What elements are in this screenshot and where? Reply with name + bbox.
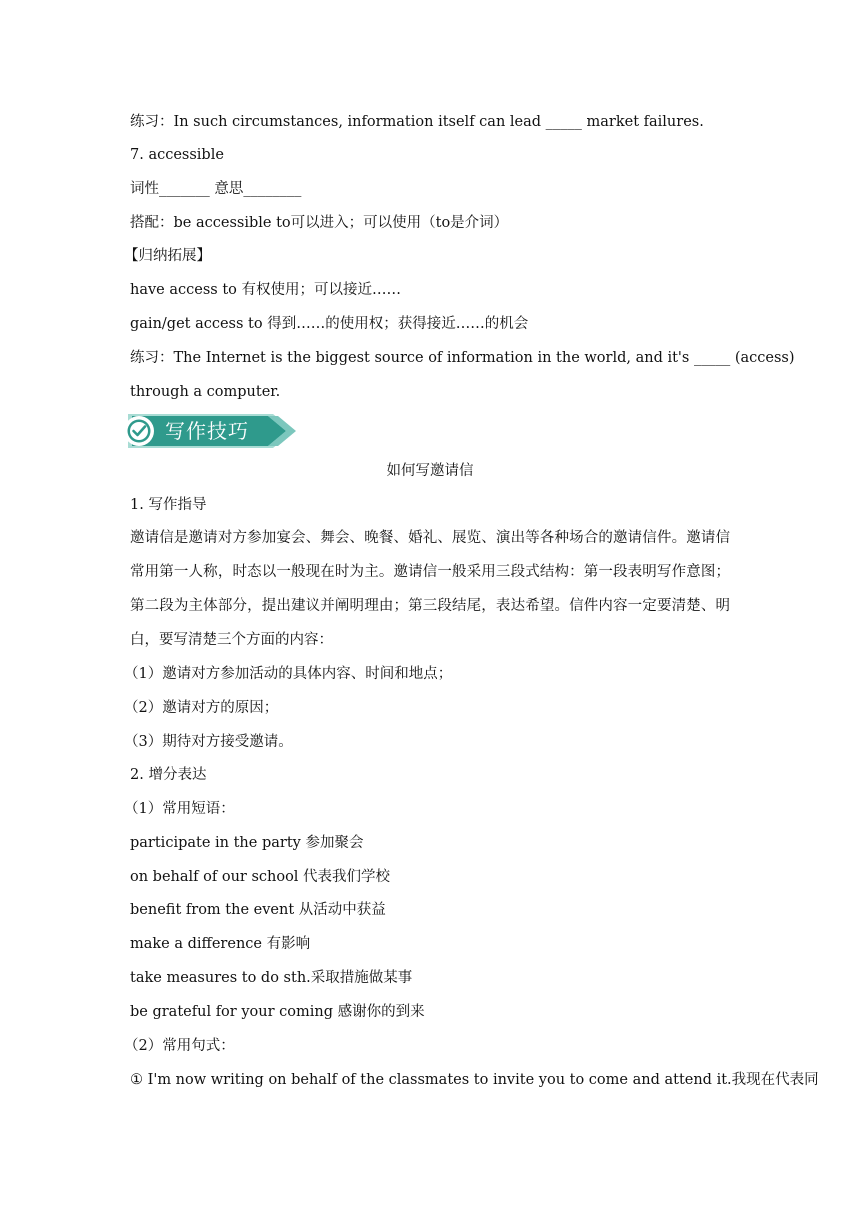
sentence-item: ① I'm now writing on behalf of the classmates to invite you to come and attend it.我现在代表同 bbox=[130, 1072, 819, 1088]
phrase-item: take measures to do sth.采取措施做某事 bbox=[130, 970, 413, 986]
collocation-line: 搭配：be accessible to可以进入；可以使用（to是介词） bbox=[130, 215, 509, 231]
phrase-item: make a difference 有影响 bbox=[130, 936, 311, 952]
check-circle-icon bbox=[124, 416, 154, 446]
summary-extension-heading: 【归纳拓展】 bbox=[124, 248, 211, 264]
body-paragraph: 邀请信是邀请对方参加宴会、舞会、晚餐、婚礼、展览、演出等各种场合的邀请信件。邀请信常用第一人称，时态以一般现在时为主。邀请信一般采用三段式结构：第一段表明写作意图；第二段为主体部分，提出建议并阐明理由；第三段结尾，表达希望。信件内容一定要清楚、明白，要写清楚三个方面的内容： bbox=[130, 530, 730, 648]
phrase-item: benefit from the event 从活动中获益 bbox=[130, 902, 386, 918]
heading-writing-guide: 1. 写作指导 bbox=[130, 497, 207, 513]
expression-have-access: have access to 有权使用；可以接近…… bbox=[130, 282, 401, 298]
practice-line-2-continued: through a computer. bbox=[130, 384, 281, 400]
sentences-heading: （2）常用句式： bbox=[124, 1038, 235, 1054]
phrase-item: be grateful for your coming 感谢你的到来 bbox=[130, 1004, 425, 1020]
phrases-heading: （1）常用短语： bbox=[124, 801, 235, 817]
section-banner-label: 写作技巧 bbox=[165, 419, 249, 443]
expression-gain-access: gain/get access to 得到……的使用权；获得接近……的机会 bbox=[130, 316, 529, 332]
point-3: （3）期待对方接受邀请。 bbox=[124, 734, 293, 750]
document-title: 如何写邀请信 bbox=[386, 463, 474, 479]
part-of-speech-meaning-line: 词性_______ 意思________ bbox=[130, 181, 302, 197]
phrase-item: participate in the party 参加聚会 bbox=[130, 835, 364, 851]
vocab-item-accessible: 7. accessible bbox=[130, 147, 224, 163]
practice-line-2: 练习：The Internet is the biggest source of information in the world, and it's _____ (access) bbox=[130, 350, 795, 366]
practice-line-1: 练习：In such circumstances, information itself can lead _____ market failures. bbox=[130, 114, 704, 130]
point-1: （1）邀请对方参加活动的具体内容、时间和地点； bbox=[124, 666, 453, 682]
heading-bonus-expressions: 2. 增分表达 bbox=[130, 767, 207, 783]
phrase-item: on behalf of our school 代表我们学校 bbox=[130, 869, 391, 885]
point-2: （2）邀请对方的原因； bbox=[124, 700, 279, 716]
